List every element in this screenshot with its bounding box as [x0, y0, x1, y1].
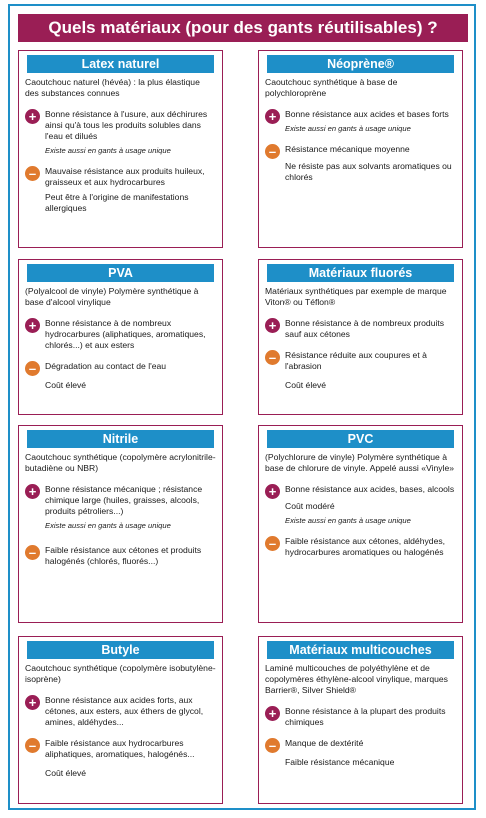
plus-icon: +: [265, 484, 280, 499]
advantage-text: Bonne résistance aux acides, bases, alcools: [285, 484, 455, 494]
card-pva: [18, 259, 223, 415]
card-title: Latex naturel: [27, 55, 214, 73]
card-title: Matériaux multicouches: [267, 641, 454, 659]
minus-icon: –: [25, 361, 40, 376]
card-nitrile: [18, 425, 223, 623]
card-description: Caoutchouc synthétique à base de polychloroprène: [265, 77, 398, 98]
advantage-text: Bonne résistance à l'usure, aux déchirures ainsi qu'à tous les produits solubles dans l'eau et dilués: [45, 109, 208, 141]
page-title: Quels matériaux (pour des gants réutilisables) ?: [18, 14, 468, 42]
plus-icon: +: [265, 109, 280, 124]
advantage-item: [25, 318, 216, 351]
extra-note: Coût élevé: [45, 768, 87, 778]
extra-note: Coût élevé: [45, 380, 87, 390]
card-fluores: [258, 259, 463, 415]
single-use-note: Existe aussi en gants à usage unique: [45, 521, 171, 530]
disadvantage-item: [25, 166, 216, 188]
disadvantage-item: [265, 536, 456, 558]
card-title: PVA: [27, 264, 214, 282]
single-use-note: Existe aussi en gants à usage unique: [45, 146, 171, 155]
plus-icon: +: [265, 318, 280, 333]
extra-note: Faible résistance mécanique: [285, 757, 395, 767]
disadvantage-item: [25, 545, 216, 567]
advantage-item: [25, 484, 216, 517]
disadvantage-text: Résistance mécanique moyenne: [285, 144, 410, 154]
card-description: Laminé multicouches de polyéthylène et de copolymères éthylène-alcool vinylique, marques Barrier®, Silver Shield®: [265, 663, 448, 695]
disadvantage-item: [265, 738, 456, 753]
disadvantage-text: Mauvaise résistance aux produits huileux, graisseux et aux hydrocarbures: [45, 166, 205, 187]
advantage-item: [265, 706, 456, 728]
card-butyle: [18, 636, 223, 804]
disadvantage-text: Faible résistance aux cétones, aldéhydes, hydrocarbures aromatiques ou halogénés: [285, 536, 446, 557]
minus-icon: –: [265, 144, 280, 159]
advantage-item: [25, 695, 216, 728]
extra-note: Ne résiste pas aux solvants aromatiques ou chlorés: [285, 161, 452, 182]
card-description: Caoutchouc synthétique (copolymère acrylonitrile-butadiène ou NBR): [25, 452, 216, 473]
advantage-text: Bonne résistance à la plupart des produits chimiques: [285, 706, 446, 727]
disadvantage-text: Dégradation au contact de l'eau: [45, 361, 167, 371]
minus-icon: –: [25, 545, 40, 560]
cost-note: Coût modéré: [285, 501, 335, 511]
card-description: (Polyalcool de vinyle) Polymère synthétique à base d'alcool vinylique: [25, 286, 199, 307]
card-title: Butyle: [27, 641, 214, 659]
advantage-text: Bonne résistance à de nombreux produits sauf aux cétones: [285, 318, 445, 339]
single-use-note: Existe aussi en gants à usage unique: [285, 124, 411, 133]
card-description: Caoutchouc naturel (hévéa) : la plus élastique des substances connues: [25, 77, 200, 98]
card-description: Matériaux synthétiques par exemple de marque Viton® ou Téflon®: [265, 286, 447, 307]
page-frame: [8, 4, 476, 810]
advantage-item: [265, 318, 456, 340]
card-latex: [18, 50, 223, 248]
plus-icon: +: [25, 484, 40, 499]
card-neoprene: [258, 50, 463, 248]
advantage-item: [25, 109, 216, 142]
card-multicouches: [258, 636, 463, 804]
disadvantage-text: Faible résistance aux cétones et produits halogénés (chlorés, fluorés...): [45, 545, 202, 566]
extra-note: Peut être à l'origine de manifestations allergiques: [45, 192, 189, 213]
extra-note: Coût élevé: [285, 380, 327, 390]
advantage-item: [265, 484, 456, 499]
disadvantage-item: [25, 738, 216, 760]
card-pvc: [258, 425, 463, 623]
minus-icon: –: [265, 738, 280, 753]
plus-icon: +: [25, 109, 40, 124]
card-title: Matériaux fluorés: [267, 264, 454, 282]
card-title: PVC: [267, 430, 454, 448]
disadvantage-item: [265, 350, 456, 372]
advantage-item: [265, 109, 456, 124]
disadvantage-text: Résistance réduite aux coupures et à l'abrasion: [285, 350, 427, 371]
disadvantage-item: [265, 144, 456, 159]
disadvantage-item: [25, 361, 216, 376]
disadvantage-text: Faible résistance aux hydrocarbures aliphatiques, aromatiques, halogénés...: [45, 738, 195, 759]
single-use-note: Existe aussi en gants à usage unique: [285, 516, 411, 525]
minus-icon: –: [25, 166, 40, 181]
advantage-text: Bonne résistance à de nombreux hydrocarbures (aliphatiques, aromatiques, chlorés...) et aux esters: [45, 318, 206, 350]
card-title: Néoprène®: [267, 55, 454, 73]
advantage-text: Bonne résistance aux acides forts, aux cétones, aux esters, aux éthers de glycol, amines, aldéhydes...: [45, 695, 204, 727]
disadvantage-text: Manque de dextérité: [285, 738, 364, 748]
minus-icon: –: [25, 738, 40, 753]
minus-icon: –: [265, 536, 280, 551]
minus-icon: –: [265, 350, 280, 365]
card-title: Nitrile: [27, 430, 214, 448]
advantage-text: Bonne résistance mécanique ; résistance chimique large (huiles, graisses, alcools, produits pétroliers...): [45, 484, 203, 516]
card-description: Caoutchouc synthétique (copolymère isobutylène-isoprène): [25, 663, 216, 684]
plus-icon: +: [25, 318, 40, 333]
plus-icon: +: [265, 706, 280, 721]
advantage-text: Bonne résistance aux acides et bases forts: [285, 109, 449, 119]
plus-icon: +: [25, 695, 40, 710]
card-description: (Polychlorure de vinyle) Polymère synthétique à base de chlorure de vinyle. Appelé aussi «Vinyle»: [265, 452, 455, 473]
